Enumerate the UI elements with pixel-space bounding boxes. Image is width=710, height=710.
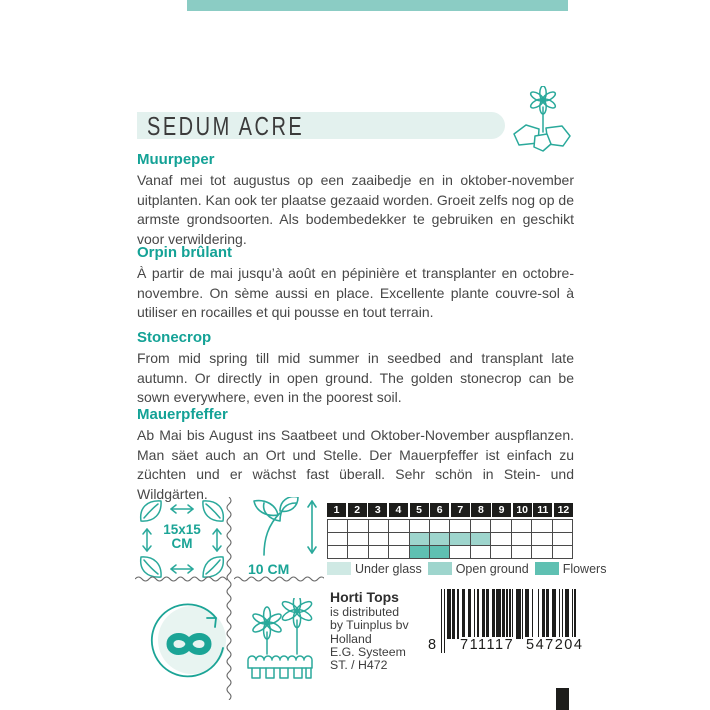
calendar-cell-open-ground-m5 — [410, 533, 430, 546]
publisher-line: ST. / H472 — [330, 658, 388, 673]
barcode-bar — [542, 589, 545, 639]
calendar-cell-open-ground-m10 — [512, 533, 532, 546]
legend-label: Open ground — [455, 561, 529, 576]
perennial-icon — [148, 600, 230, 684]
legend-item — [428, 562, 529, 576]
calendar-cell-under-glass-m2 — [348, 520, 368, 533]
calendar-cell-under-glass-m5 — [410, 520, 430, 533]
barcode-bar — [447, 589, 451, 639]
calendar-grid — [327, 519, 573, 559]
barcode-digit-lead: 8 — [428, 637, 438, 653]
plant-spacing-icon — [137, 497, 227, 581]
calendar-cell-open-ground-m12 — [553, 533, 573, 546]
plant-icon — [254, 497, 298, 555]
section-body-french: À partir de mai jusqu’à août en pépinière et transplanter en octobre-novembre. On sème aussi en place. Excellente plante couvre-sol à utiliser en rocailles et qui pousse en tout terrain. — [137, 265, 574, 320]
leaf-icon — [141, 557, 161, 577]
section-body-german: Ab Mai bis August ins Saatbeet und Oktober-November auspflanzen. Man säet auch an Ort und Stelle. Der Mauerpfeffer ist einfach zu züchten und er wächst fast überall. Sehr schön in Stein- und Wildgärten. — [137, 427, 574, 502]
legend-label: Flowers — [562, 561, 607, 576]
section-german — [137, 406, 574, 504]
barcode-bar — [457, 589, 460, 639]
leaf-icon — [141, 501, 161, 521]
page-title: SEDUM ACRE — [147, 113, 305, 142]
section-heading-german: Mauerpfeffer — [137, 406, 228, 423]
calendar-month-cell: 7 — [451, 503, 470, 517]
calendar-month-cell: 11 — [533, 503, 552, 517]
calendar-cell-flowers-m6 — [430, 546, 450, 559]
calendar-cell-open-ground-m1 — [328, 533, 348, 546]
calendar-cell-flowers-m8 — [471, 546, 491, 559]
calendar-cell-flowers-m1 — [328, 546, 348, 559]
wavy-divider-horizontal — [135, 576, 227, 584]
barcode-bar — [532, 589, 533, 639]
calendar-cell-flowers-m11 — [532, 546, 552, 559]
legend-swatch — [327, 562, 351, 575]
barcode-bar — [525, 589, 529, 639]
title-banner — [137, 112, 505, 142]
barcode-bar — [546, 589, 549, 639]
sedum-flower-on-rocks-icon — [502, 86, 582, 154]
calendar-cell-open-ground-m3 — [369, 533, 389, 546]
barcode-bar — [486, 589, 489, 639]
calendar-cell-under-glass-m11 — [532, 520, 552, 533]
calendar-cell-under-glass-m10 — [512, 520, 532, 533]
section-french — [137, 244, 574, 323]
calendar-month-cell: 8 — [471, 503, 490, 517]
flower-icon — [281, 598, 313, 654]
barcode-bar — [452, 589, 455, 639]
calendar-cell-open-ground-m6 — [430, 533, 450, 546]
sowing-calendar — [327, 503, 607, 576]
barcode-bar — [492, 589, 495, 639]
calendar-cell-flowers-m7 — [450, 546, 470, 559]
print-registration-mark — [556, 688, 569, 710]
calendar-month-cell: 1 — [327, 503, 346, 517]
leaf-icon — [203, 557, 223, 577]
publisher-line: is distributed — [330, 605, 400, 620]
flower-icon — [251, 607, 282, 654]
calendar-cell-under-glass-m1 — [328, 520, 348, 533]
publisher-line: Holland — [330, 631, 372, 646]
section-heading-french: Orpin brûlant — [137, 244, 232, 261]
calendar-cell-under-glass-m4 — [389, 520, 409, 533]
height-value-label: 10 CM — [248, 561, 290, 577]
calendar-cell-flowers-m12 — [553, 546, 573, 559]
calendar-cell-under-glass-m7 — [450, 520, 470, 533]
calendar-cell-open-ground-m7 — [450, 533, 470, 546]
publisher-line: by Tuinplus bv — [330, 618, 409, 633]
calendar-month-cell: 4 — [389, 503, 408, 517]
spacing-value-label — [137, 523, 227, 551]
legend-swatch — [428, 562, 452, 575]
legend-label: Under glass — [355, 561, 422, 576]
seed-tray-icon — [240, 598, 324, 686]
calendar-cell-flowers-m9 — [491, 546, 511, 559]
calendar-month-cell: 9 — [492, 503, 511, 517]
barcode-bar — [502, 589, 505, 639]
calendar-cell-flowers-m5 — [410, 546, 430, 559]
barcode-bar — [522, 589, 523, 639]
calendar-legend — [327, 561, 607, 576]
barcode-bar — [496, 589, 500, 639]
barcode-bar — [477, 589, 480, 639]
wavy-divider-vertical — [226, 497, 234, 700]
top-accent-bar — [187, 0, 568, 11]
calendar-cell-open-ground-m9 — [491, 533, 511, 546]
calendar-cell-flowers-m2 — [348, 546, 368, 559]
barcode-digits-right: 547204 — [526, 637, 584, 653]
barcode-bar — [482, 589, 485, 639]
flowers-in-tray-icon — [240, 598, 324, 686]
tray-icon — [248, 656, 312, 678]
barcode-bar — [565, 589, 569, 639]
barcode-bar — [552, 589, 556, 639]
calendar-cell-open-ground-m8 — [471, 533, 491, 546]
flower-icon — [529, 86, 556, 132]
publisher-line: E.G. Systeem — [330, 644, 406, 659]
calendar-month-cell: 10 — [513, 503, 532, 517]
calendar-cell-flowers-m4 — [389, 546, 409, 559]
section-heading-dutch: Muurpeper — [137, 151, 215, 168]
barcode-bar — [559, 589, 560, 639]
leaf-icon — [203, 501, 223, 521]
legend-item — [327, 562, 422, 576]
calendar-month-header — [327, 503, 573, 517]
calendar-cell-flowers-m10 — [512, 546, 532, 559]
barcode-digits-left: 711117 — [460, 637, 515, 653]
calendar-cell-under-glass-m12 — [553, 520, 573, 533]
barcode-bar — [462, 589, 465, 639]
height-arrow-icon — [308, 501, 316, 553]
legend-item — [535, 562, 607, 576]
section-body-dutch: Vanaf mei tot augustus op een zaaibedje en in oktober-november uitplanten. Kan ook ter plaatse gezaaid worden. Groeit zelfs nog op de armste grondsoorten. Als bodembedekker te gebruiken en geschikt voor verwildering. — [137, 172, 574, 247]
double-arrow-horizontal-icon — [171, 565, 193, 573]
calendar-cell-under-glass-m6 — [430, 520, 450, 533]
calendar-cell-open-ground-m4 — [389, 533, 409, 546]
barcode — [427, 589, 584, 667]
spacing-value: 15x15 — [163, 522, 201, 537]
barcode-bar — [468, 589, 471, 639]
rocks-icon — [514, 125, 570, 151]
barcode-bar — [516, 589, 520, 639]
plant-height-icon — [240, 497, 322, 581]
barcode-bar — [441, 589, 442, 653]
calendar-cell-under-glass-m9 — [491, 520, 511, 533]
publisher-block — [330, 591, 409, 672]
section-dutch — [137, 151, 574, 249]
barcode-bar — [444, 589, 445, 653]
section-english — [137, 329, 574, 408]
wavy-divider-horizontal — [234, 576, 324, 584]
calendar-month-cell: 5 — [410, 503, 429, 517]
calendar-cell-open-ground-m11 — [532, 533, 552, 546]
calendar-month-cell: 12 — [554, 503, 573, 517]
calendar-cell-open-ground-m2 — [348, 533, 368, 546]
barcode-bar — [562, 589, 563, 639]
calendar-cell-under-glass-m8 — [471, 520, 491, 533]
legend-swatch — [535, 562, 559, 575]
double-arrow-horizontal-icon — [171, 505, 193, 513]
plant-with-arrow-icon — [240, 497, 322, 559]
calendar-cell-flowers-m3 — [369, 546, 389, 559]
spacing-unit: CM — [171, 536, 193, 551]
publisher-name: Horti Tops — [330, 589, 399, 605]
calendar-month-cell: 6 — [430, 503, 449, 517]
infinity-cycle-icon — [148, 600, 230, 684]
calendar-cell-under-glass-m3 — [369, 520, 389, 533]
calendar-month-cell: 2 — [348, 503, 367, 517]
calendar-month-cell: 3 — [368, 503, 387, 517]
barcode-bar — [538, 589, 539, 639]
barcode-bar — [474, 589, 475, 639]
section-heading-english: Stonecrop — [137, 329, 212, 346]
barcode-bar — [512, 589, 513, 639]
section-body-english: From mid spring till mid summer in seedbed and transplant late autumn. Or directly in open ground. The golden stonecrop can be sown everywhere, even in the poorest soil. — [137, 350, 574, 405]
